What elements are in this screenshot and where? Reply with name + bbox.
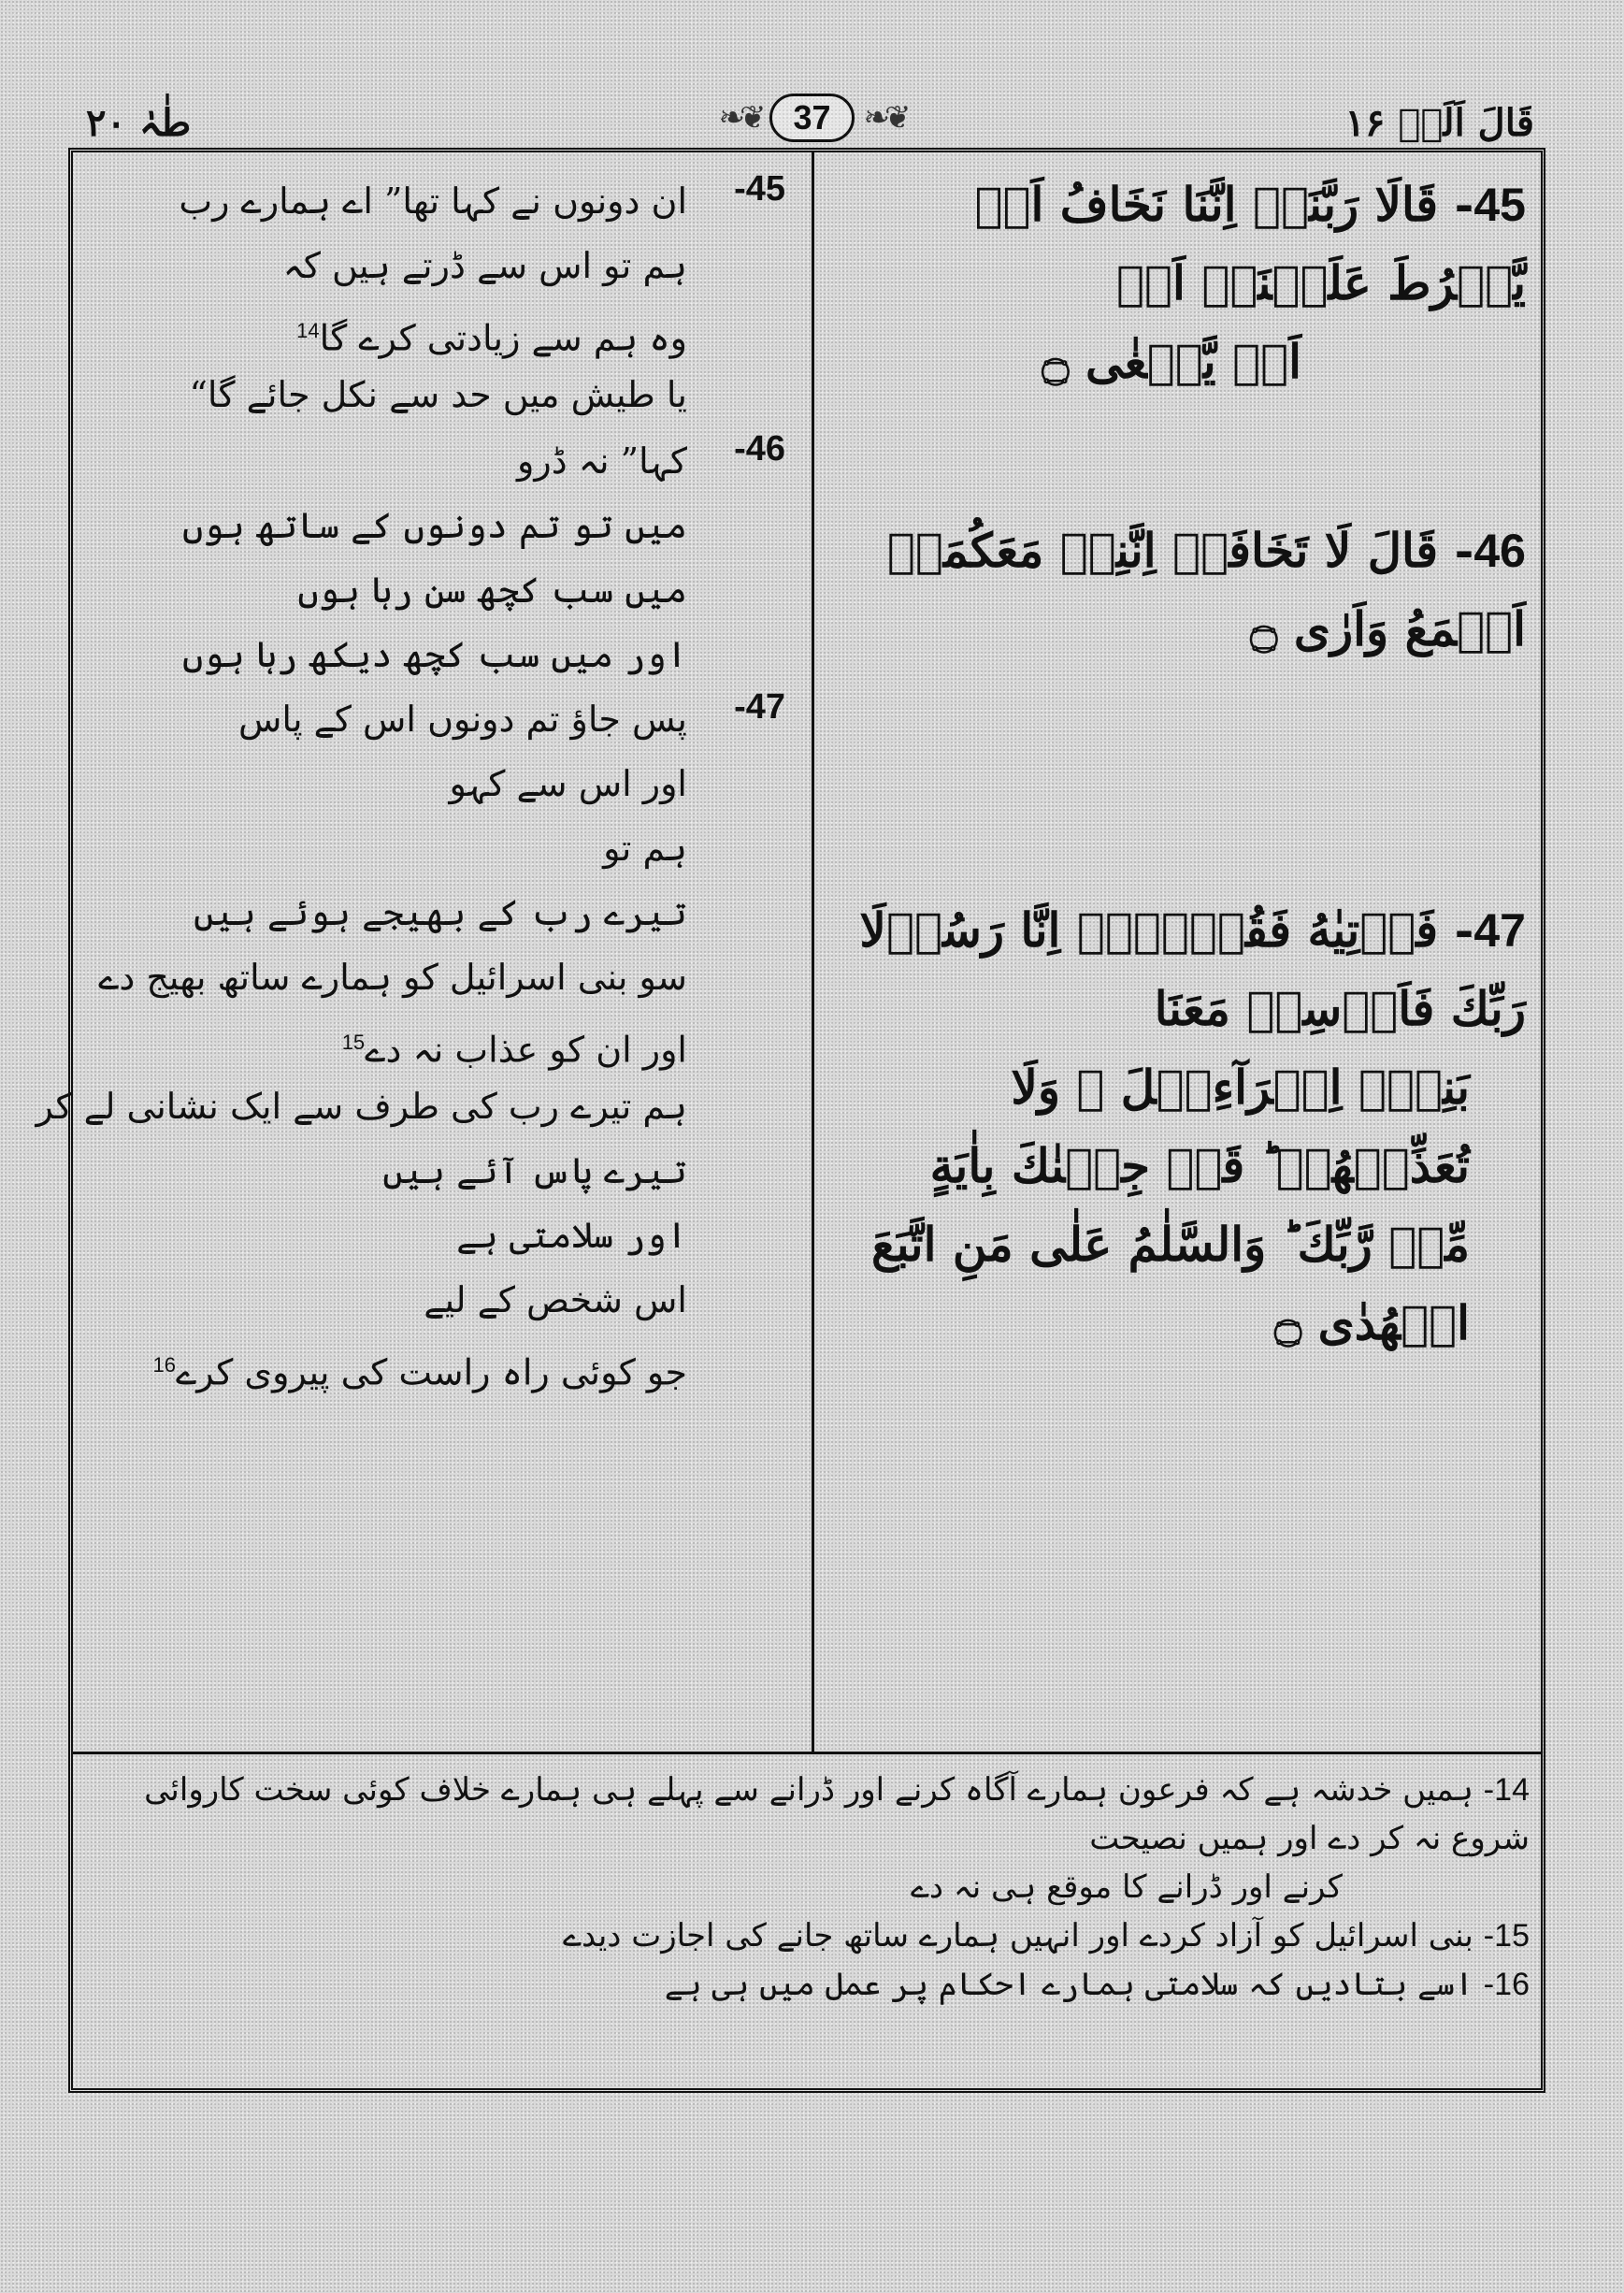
urdu-line: اور میں سب کچھ دیکھ رہا ہوں bbox=[181, 634, 687, 675]
urdu-line: میں سب کچھ سن رہا ہوں bbox=[297, 570, 687, 611]
verse-number: 45 bbox=[1473, 179, 1526, 231]
footnote-14-continuation: کرنے اور ڈرانے کا موقع ہی نہ دے bbox=[910, 1868, 1343, 1906]
footnote-divider bbox=[73, 1752, 1541, 1754]
urdu-line: تیرے رب کے بھیجے ہوئے ہیں bbox=[194, 892, 687, 933]
urdu-line: ان دونوں نے کہا تھا” اے ہمارے رب bbox=[179, 180, 687, 222]
arabic-line: 46- قَالَ لَا تَخَافَاۤ اِنَّنِىۡ مَعَكُمَاۤ اَسۡمَعُ وَاَرٰى ۝ bbox=[886, 523, 1526, 656]
running-header-juz: قَالَ اَلَمۡ ۱۶ bbox=[1344, 101, 1534, 145]
page-number: 37 bbox=[769, 94, 854, 142]
urdu-line: کہا” نہ ڈرو bbox=[517, 440, 687, 482]
footnote-marker: 15 bbox=[341, 1031, 366, 1054]
urdu-line: پس جاؤ تم دونوں اس کے پاس bbox=[237, 699, 687, 740]
running-header-surah: طٰہٰ ۲۰ bbox=[86, 101, 192, 145]
arabic-verse-45 bbox=[825, 166, 1526, 401]
verse-number: 47- bbox=[734, 687, 785, 727]
arabic-line: بَنِىۡۤ اِسۡرَآءِيۡلَ ۙ وَلَا تُعَذِّبۡهُمۡ ؕ قَدۡ جِئۡنٰكَ بِاٰيَةٍ bbox=[929, 1060, 1470, 1193]
verse-number: 47 bbox=[1473, 904, 1526, 957]
verse-number: 46 bbox=[1473, 525, 1526, 577]
footnotes bbox=[90, 1766, 1530, 2009]
urdu-line: اس شخص کے لیے bbox=[424, 1279, 687, 1320]
footnote-15: 15- بنی اسرائیل کو آزاد کردے اور انہیں ہمارے ساتھ جانے کی اجازت دیدے bbox=[563, 1917, 1530, 1954]
urdu-line: اور ان کو عذاب نہ دے$^{15}$ bbox=[341, 1029, 687, 1071]
urdu-line: تیرے پاس آئے ہیں bbox=[382, 1150, 687, 1191]
urdu-line: ہم تیرے رب کی طرف سے ایک نشانی لے کر bbox=[36, 1086, 687, 1127]
page-number-block bbox=[0, 94, 1624, 142]
arabic-verse-47 bbox=[825, 891, 1526, 1363]
urdu-line: سو بنی اسرائیل کو ہمارے ساتھ بھیج دے bbox=[98, 957, 687, 998]
urdu-line: میں تو تم دونوں کے ساتھ ہوں bbox=[181, 505, 687, 546]
arabic-line: 45- قَالَا رَبَّنَاۤ اِنَّنَا نَخَافُ اَنۡ يَّفۡرُطَ عَلَيۡنَاۤ اَوۡ bbox=[974, 177, 1526, 310]
footnote-14: 14- ہمیں خدشہ ہے کہ فرعون ہمارے آگاہ کرنے اور ڈرانے سے پہلے ہی ہمارے خلاف کوئی سخت کاروائی شروع نہ کر دے اور ہمیں نصیحت bbox=[144, 1771, 1530, 1857]
urdu-line: جو کوئی راہ راست کی پیروی کرے$^{16}$ bbox=[152, 1351, 687, 1393]
urdu-line: ہم تو bbox=[603, 828, 687, 869]
footnote-marker: 16 bbox=[152, 1353, 176, 1377]
arabic-line: مِّنۡ رَّبِّكَ ؕ وَالسَّلٰمُ عَلٰى مَنِ اتَّبَعَ الۡهُدٰى ۝ bbox=[870, 1217, 1470, 1350]
urdu-line: یا طیش میں حد سے نکل جائے گا“ bbox=[189, 374, 687, 415]
urdu-line: ہم تو اس سے ڈرتے ہیں کہ bbox=[282, 245, 687, 286]
arabic-line: 47- فَاۡتِيٰهُ فَقُوۡلَاۤ اِنَّا رَسُوۡلَا رَبِّكَ فَاَرۡسِلۡ مَعَنَا bbox=[859, 902, 1526, 1036]
arabic-line: اَنۡ يَّطۡغٰى ۝ bbox=[1042, 334, 1301, 389]
verse-number: 45- bbox=[734, 169, 785, 209]
page-frame bbox=[36, 148, 1545, 2093]
verse-number: 46- bbox=[734, 429, 785, 469]
urdu-line: اور سلامتی ہے bbox=[456, 1215, 687, 1256]
urdu-line: وہ ہم سے زیادتی کرے گا$^{14}$ bbox=[296, 317, 687, 359]
arabic-verse-46 bbox=[825, 512, 1526, 669]
ornament-left-icon: ❧❦ bbox=[718, 99, 761, 137]
footnote-marker: 14 bbox=[296, 319, 320, 342]
urdu-line: اور اس سے کہو bbox=[449, 763, 687, 804]
column-divider bbox=[812, 152, 814, 1752]
ornament-right-icon: ❧❦ bbox=[863, 99, 906, 137]
footnote-16: 16- اسے بتادیں کہ سلامتی ہمارے احکام پر عمل میں ہی ہے bbox=[664, 1966, 1530, 2003]
